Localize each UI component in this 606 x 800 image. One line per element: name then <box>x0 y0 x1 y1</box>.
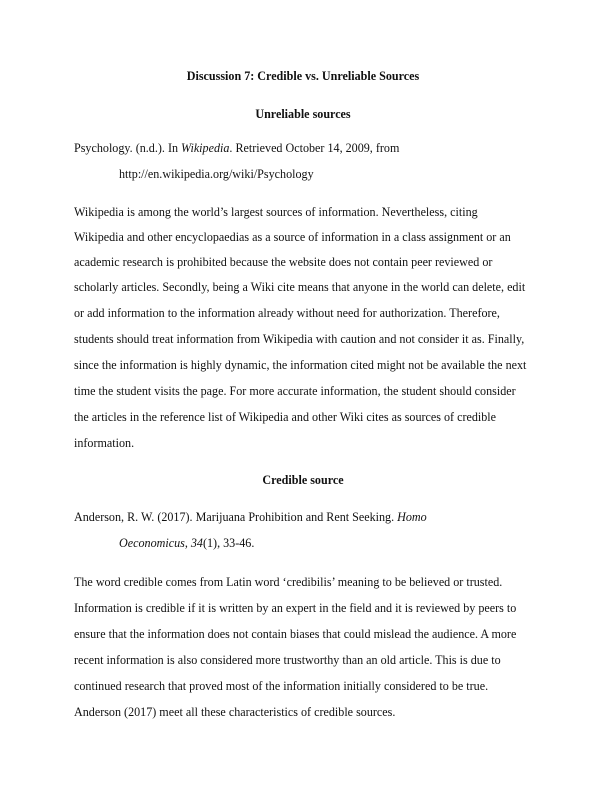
paragraph-line: continued research that proved most of the information initially considered to be true. <box>74 679 489 693</box>
paragraph-line: Information is credible if it is written by an expert in the field and it is reviewed by peers to <box>74 601 517 615</box>
paragraph-line: recent information is also considered more trustworthy than an old article. This is due to <box>74 653 501 667</box>
paragraph-line: students should treat information from Wikipedia with caution and not consider it as. Finally, <box>74 332 525 346</box>
citation-separator: , <box>184 536 191 550</box>
citation-anderson-continued <box>119 535 254 551</box>
citation-url: http://en.wikipedia.org/wiki/Psychology <box>119 167 314 181</box>
paragraph-line: ensure that the information does not contain biases that could mislead the audience. A more <box>74 627 517 641</box>
paragraph-line: since the information is highly dynamic, the information cited might not be available the next <box>74 358 527 372</box>
paragraph-line: or add information to the information already without need for authorization. Therefore, <box>74 306 500 320</box>
citation-wikipedia <box>74 140 399 156</box>
paragraph-line: Wikipedia and other encyclopaedias as a source of information in a class assignment or an <box>74 230 511 244</box>
citation-journal-part: Oeconomicus <box>119 536 185 550</box>
paragraph-line: The word credible comes from Latin word ‘credibilis’ meaning to be believed or trusted. <box>74 575 503 589</box>
citation-issue-pages: (1), 33-46. <box>202 536 255 550</box>
citation-text: Psychology. (n.d.). In <box>74 141 182 155</box>
citation-anderson <box>74 509 427 525</box>
paragraph-line: the articles in the reference list of Wikipedia and other Wiki cites as sources of credible <box>74 410 497 424</box>
citation-volume: 34 <box>190 536 203 550</box>
citation-source-title: Wikipedia <box>181 141 230 155</box>
paragraph-line: Wikipedia is among the world’s largest sources of information. Nevertheless, citing <box>74 205 478 219</box>
citation-journal-part: Homo <box>397 510 427 524</box>
citation-retrieved: . Retrieved October 14, 2009, from <box>229 141 400 155</box>
paragraph-line: time the student visits the page. For more accurate information, the student should consider <box>74 384 516 398</box>
paragraph-line: academic research is prohibited because the website does not contain peer reviewed or <box>74 255 493 269</box>
section-heading-credible: Credible source <box>262 473 344 487</box>
document-title: Discussion 7: Credible vs. Unreliable Sources <box>186 69 420 83</box>
citation-text: Anderson, R. W. (2017). Marijuana Prohibition and Rent Seeking. <box>74 510 398 524</box>
paragraph-line: Anderson (2017) meet all these characteristics of credible sources. <box>74 705 396 719</box>
paragraph-line: scholarly articles. Secondly, being a Wiki cite means that anyone in the world can delete, edit <box>74 280 526 294</box>
paragraph-line: information. <box>74 436 135 450</box>
section-heading-unreliable: Unreliable sources <box>255 107 351 121</box>
